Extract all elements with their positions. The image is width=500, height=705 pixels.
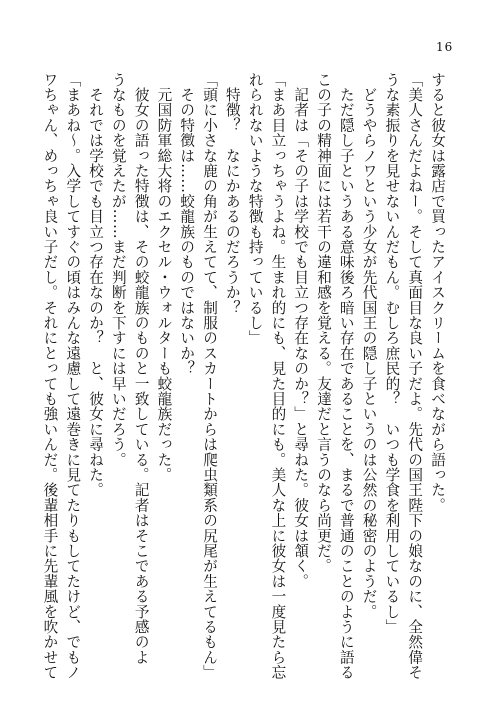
text-line: ただ隠し子というある意味後ろ暗い存在であることを、まるで普通のことのように語る	[337, 72, 355, 680]
text-line: れられないような特徴も持っているし」	[246, 72, 264, 346]
text-line: 「まあね〜。入学してすぐの頃はみんな遠慮して遠巻きに見てたりもしてたけど、でもノ	[64, 72, 82, 680]
text-line: 記者は「その子は学校でも目立つ存在なのか？」と尋ねた。彼女は頷く。	[292, 72, 310, 589]
text-line: 「頭に小さな鹿の角が生えてて、制服のスカートからは爬虫類系の尻尾が生えてるもん」	[201, 72, 219, 680]
text-line: それでは学校でも目立つ存在なのか？ と、彼女に尋ねた。	[87, 72, 105, 498]
vertical-text-body	[38, 72, 448, 680]
text-line: その特徴は……蛟龍族のものではないか？	[178, 72, 196, 376]
text-line: うな素振りを見せないんだもん。むしろ庶民的？ いつも学食を利用しているし」	[383, 72, 401, 635]
text-line: 彼女の語った特徴は、その蛟龍族のものと一致している。記者はそこである予感のよ	[132, 72, 150, 665]
text-line: ワちゃん、めっちゃ良い子だし。それにとっても強いんだ。後輩相手に先輩風を吹かせて	[41, 72, 59, 680]
text-line: 元国防軍総大将のエクセル・ウォルターも蛟龍族だった。	[155, 72, 173, 483]
text-line: うなものを覚えたが……まだ判断を下すには早いだろう。	[109, 72, 127, 468]
text-line: すると彼女は露店で買ったアイスクリームを食べながら語った。	[429, 72, 446, 513]
page-number: 16	[436, 40, 454, 54]
text-line: この子の精神面には若干の違和感を覚える。友達だと言うのなら尚更だ。	[315, 72, 333, 574]
text-line: どうやらノワという少女が先代国王の隠し子というのは公然の秘密のようだ。	[360, 72, 378, 620]
text-line: 特徴？ なにかあるのだろうか？	[223, 72, 241, 316]
text-line: 「まあ目立っちゃうよね。生まれ的にも、見た目的にも。美人な上に彼女は一度見たら忘	[269, 72, 287, 680]
text-line: 「美人さんだよねー。そして真面目な良い子だよ。先代の国王陛下の娘なのに、全然偉そ	[406, 72, 424, 680]
